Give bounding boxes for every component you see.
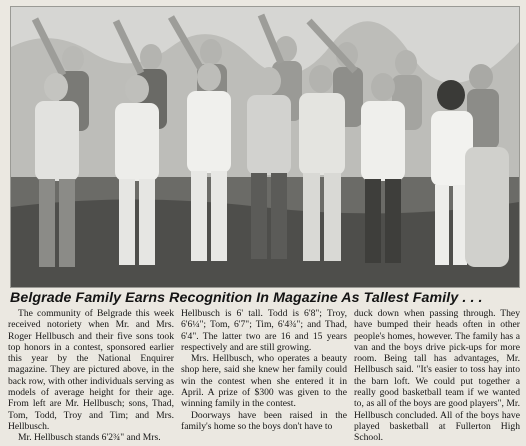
article-paragraph: Doorways have been raised in the family's home so the boys don't have to	[181, 409, 347, 432]
article-paragraph: Mrs. Hellbusch, who operates a beauty shop here, said she knew her family could win the contest when she entered it in April. A prize of $300 was given to the winning family in the contest.	[181, 353, 347, 410]
family-photo	[10, 6, 520, 288]
headline: Belgrade Family Earns Recognition In Magazine As Tallest Family . . .	[10, 290, 483, 306]
article-body	[8, 308, 520, 442]
article-paragraph: duck down when passing through. They have bumped their heads often in other people's homes, however. The family has a van and the boys drive pick-ups for more room. Being tall has advantages, Mr. Hellbusch said. "It's easier to toss hay into the barn loft. We could put together a really good basketball team if we wanted to, as all of the boys are good players", Mr. Hellbusch concluded. All of the boys have played basketball at Fullerton High School.	[354, 308, 520, 444]
article-column-1	[8, 308, 174, 442]
article-column-3	[354, 308, 520, 442]
family-photo-illustration	[11, 7, 519, 287]
article-paragraph: The community of Belgrade this week received notoriety when Mr. and Mrs. Roger Hellbusch and their five sons took top honors in a contest, sponsored earlier this year by the National Enquirer magazine. They are pictured above, in the back row, with other individuals serving as models of average height for their age. From left are Mr. Hellbusch; sons, Thad, Tom, Todd, Troy and Tim; and Mrs. Hellbusch.	[8, 308, 174, 432]
article-paragraph: Hellbusch is 6' tall. Todd is 6'8"; Troy, 6'6¼"; Tom, 6'7"; Tim, 6'4¾"; and Thad, 6'4". The latter two are 16 and 15 years respectively and are still growing.	[181, 308, 347, 353]
article-paragraph: Mr. Hellbusch stands 6'2¾" and Mrs.	[18, 432, 161, 444]
article-column-2	[181, 308, 347, 442]
